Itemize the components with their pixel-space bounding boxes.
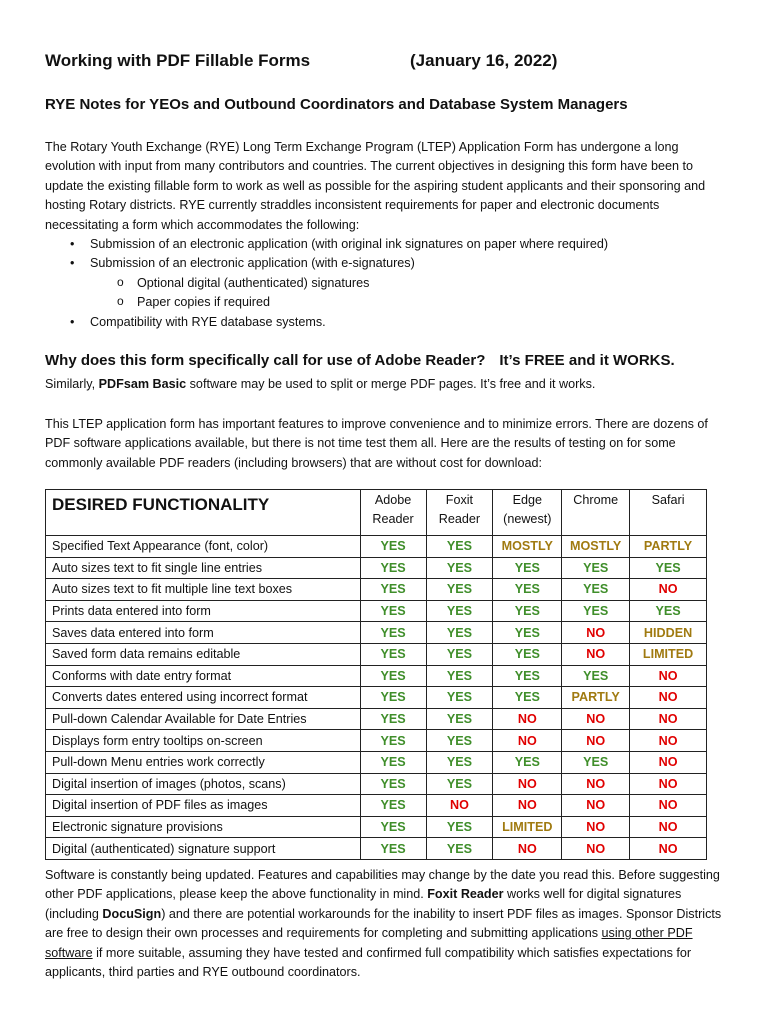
feature-cell: Digital insertion of PDF files as images — [46, 795, 361, 817]
edge-support-cell: NO — [493, 773, 562, 795]
closing-text: if more suitable, assuming they have tested and confirmed full compatibility which satisfies expectations for applicants, third parties and RYE outbound coordinators. — [45, 945, 692, 980]
closing-text: works well for digital signatures (including — [45, 887, 682, 921]
edge-support-cell: YES — [493, 557, 562, 579]
table-row — [46, 838, 707, 860]
header-functionality: DESIRED FUNCTIONALITY — [46, 490, 361, 536]
header-foxit: Foxit Reader — [426, 490, 493, 536]
edge-support-cell: MOSTLY — [493, 536, 562, 558]
header-safari: Safari — [630, 490, 707, 536]
feature-cell: Prints data entered into form — [46, 600, 361, 622]
edge-support-cell: NO — [493, 795, 562, 817]
adobe-support-cell: YES — [360, 816, 426, 838]
edge-support-cell: YES — [493, 579, 562, 601]
chrome-support-cell: MOSTLY — [562, 536, 630, 558]
edge-support-cell: YES — [493, 622, 562, 644]
feature-cell: Pull-down Calendar Available for Date Entries — [46, 708, 361, 730]
document-subtitle: RYE Notes for YEOs and Outbound Coordinators and Database System Managers — [45, 96, 628, 113]
foxit-support-cell: YES — [426, 557, 493, 579]
feature-cell: Digital insertion of images (photos, scans) — [46, 773, 361, 795]
edge-support-cell: NO — [493, 730, 562, 752]
sub-list-item: o Optional digital (authenticated) signatures — [45, 274, 725, 293]
safari-support-cell: NO — [630, 708, 707, 730]
intro-paragraph: The Rotary Youth Exchange (RYE) Long Term Exchange Program (LTEP) Application Form has undergone a long evolution with input from many contributors and countries. The current objectives in designing this form have been to update the existing fillable form to work as well as possible for the aspiring student applicants and their sponsoring and hosting Rotary districts. RYE currently straddles inconsistent requirements for paper and electronic documents necessitating a form which accommodates the following: — [45, 140, 706, 232]
document-title: Working with PDF Fillable Forms — [45, 51, 311, 70]
foxit-support-cell: YES — [426, 838, 493, 860]
safari-support-cell: HIDDEN — [630, 622, 707, 644]
adobe-support-cell: YES — [360, 600, 426, 622]
table-row — [46, 751, 707, 773]
pdfsam-name: PDFsam Basic — [98, 377, 187, 391]
safari-support-cell: NO — [630, 795, 707, 817]
pdfsam-note-pre: Similarly, — [45, 377, 99, 391]
intro-section — [45, 138, 725, 332]
table-row — [46, 665, 707, 687]
chrome-support-cell: PARTLY — [562, 687, 630, 709]
adobe-support-cell: YES — [360, 643, 426, 665]
chrome-support-cell: NO — [562, 622, 630, 644]
adobe-support-cell: YES — [360, 557, 426, 579]
feature-cell: Pull-down Menu entries work correctly — [46, 751, 361, 773]
edge-support-cell: YES — [493, 751, 562, 773]
foxit-support-cell: YES — [426, 816, 493, 838]
edge-support-cell: YES — [493, 600, 562, 622]
adobe-support-cell: YES — [360, 838, 426, 860]
ltep-paragraph: This LTEP application form has important features to improve convenience and to minimize errors. There are dozens of PDF software applications available, but there is not time test them all. Here are the results of testing on for some commonly available PDF readers (including browsers) that are without cost for download: — [45, 417, 708, 470]
feature-cell: Auto sizes text to fit multiple line text boxes — [46, 579, 361, 601]
chrome-support-cell: NO — [562, 708, 630, 730]
pdfsam-note — [45, 375, 595, 394]
chrome-support-cell: YES — [562, 751, 630, 773]
foxit-support-cell: YES — [426, 579, 493, 601]
safari-support-cell: NO — [630, 730, 707, 752]
foxit-support-cell: YES — [426, 643, 493, 665]
table-row — [46, 643, 707, 665]
adobe-support-cell: YES — [360, 687, 426, 709]
foxit-support-cell: YES — [426, 622, 493, 644]
safari-support-cell: LIMITED — [630, 643, 707, 665]
table-body — [46, 536, 707, 860]
foxit-support-cell: YES — [426, 773, 493, 795]
adobe-support-cell: YES — [360, 622, 426, 644]
foxit-support-cell: YES — [426, 730, 493, 752]
section-heading-question: Why does this form specifically call for use of Adobe Reader? — [45, 352, 486, 369]
adobe-support-cell: YES — [360, 730, 426, 752]
closing-text: ) and there are potential workarounds for the inability to insert PDF files as images. Sponsor Districts are free to design their own processes and requirements for completing and submitting applications — [45, 906, 722, 941]
chrome-support-cell: NO — [562, 773, 630, 795]
adobe-support-cell: YES — [360, 665, 426, 687]
safari-support-cell: NO — [630, 687, 707, 709]
docusign-name: DocuSign — [102, 906, 162, 921]
table-row — [46, 816, 707, 838]
sub-list-item: o Paper copies if required — [45, 293, 725, 312]
header-edge: Edge (newest) — [493, 490, 562, 536]
adobe-support-cell: YES — [360, 773, 426, 795]
feature-cell: Conforms with date entry format — [46, 665, 361, 687]
requirements-list — [45, 235, 725, 332]
feature-cell: Digital (authenticated) signature support — [46, 838, 361, 860]
section-heading — [45, 352, 675, 369]
safari-support-cell: NO — [630, 751, 707, 773]
chrome-support-cell: YES — [562, 557, 630, 579]
foxit-support-cell: YES — [426, 536, 493, 558]
edge-support-cell: YES — [493, 687, 562, 709]
foxit-support-cell: YES — [426, 665, 493, 687]
other-pdf-software-link[interactable]: using other PDF software — [45, 926, 693, 960]
chrome-support-cell: YES — [562, 579, 630, 601]
header-adobe: Adobe Reader — [360, 490, 426, 536]
feature-cell: Saved form data remains editable — [46, 643, 361, 665]
chrome-support-cell: NO — [562, 730, 630, 752]
adobe-support-cell: YES — [360, 751, 426, 773]
safari-support-cell: NO — [630, 838, 707, 860]
table-row — [46, 687, 707, 709]
closing-paragraph — [45, 866, 725, 982]
feature-cell: Saves data entered into form — [46, 622, 361, 644]
section-heading-answer: It’s FREE and it WORKS. — [499, 352, 675, 369]
foxit-support-cell: YES — [426, 708, 493, 730]
table-row — [46, 730, 707, 752]
list-item: • Submission of an electronic application (with e-signatures) — [45, 254, 725, 273]
list-item: • Compatibility with RYE database systems. — [45, 313, 725, 332]
feature-cell: Electronic signature provisions — [46, 816, 361, 838]
chrome-support-cell: NO — [562, 838, 630, 860]
table-row — [46, 773, 707, 795]
edge-support-cell: NO — [493, 838, 562, 860]
safari-support-cell: YES — [630, 557, 707, 579]
header-chrome: Chrome — [562, 490, 630, 536]
table-row — [46, 579, 707, 601]
chrome-support-cell: NO — [562, 816, 630, 838]
edge-support-cell: NO — [493, 708, 562, 730]
adobe-support-cell: YES — [360, 708, 426, 730]
feature-cell: Auto sizes text to fit single line entries — [46, 557, 361, 579]
table-row — [46, 795, 707, 817]
table-row — [46, 708, 707, 730]
table-row — [46, 600, 707, 622]
chrome-support-cell: YES — [562, 665, 630, 687]
table-row — [46, 557, 707, 579]
foxit-support-cell: YES — [426, 687, 493, 709]
pdfsam-note-post: software may be used to split or merge PDF pages. It’s free and it works. — [186, 377, 596, 391]
chrome-support-cell: YES — [562, 600, 630, 622]
feature-cell: Converts dates entered using incorrect format — [46, 687, 361, 709]
feature-cell: Displays form entry tooltips on-screen — [46, 730, 361, 752]
edge-support-cell: YES — [493, 643, 562, 665]
adobe-support-cell: YES — [360, 795, 426, 817]
edge-support-cell: YES — [493, 665, 562, 687]
safari-support-cell: NO — [630, 773, 707, 795]
feature-cell: Specified Text Appearance (font, color) — [46, 536, 361, 558]
table-header-row — [46, 490, 707, 536]
safari-support-cell: NO — [630, 816, 707, 838]
adobe-support-cell: YES — [360, 536, 426, 558]
table-row — [46, 536, 707, 558]
safari-support-cell: NO — [630, 579, 707, 601]
title-row — [45, 51, 725, 71]
safari-support-cell: NO — [630, 665, 707, 687]
chrome-support-cell: NO — [562, 795, 630, 817]
chrome-support-cell: NO — [562, 643, 630, 665]
document-date: (January 16, 2022) — [410, 51, 558, 70]
safari-support-cell: YES — [630, 600, 707, 622]
functionality-table — [45, 489, 707, 860]
foxit-support-cell: YES — [426, 751, 493, 773]
adobe-support-cell: YES — [360, 579, 426, 601]
closing-text: Software is constantly being updated. Features and capabilities may change by the date you read this. Before suggesting other PDF applications, please keep the above functionality in mind. — [45, 868, 720, 902]
foxit-reader-name: Foxit Reader — [427, 887, 504, 902]
foxit-support-cell: NO — [426, 795, 493, 817]
foxit-support-cell: YES — [426, 600, 493, 622]
table-row — [46, 622, 707, 644]
list-item: • Submission of an electronic application (with original ink signatures on paper where required) — [45, 235, 725, 254]
safari-support-cell: PARTLY — [630, 536, 707, 558]
edge-support-cell: LIMITED — [493, 816, 562, 838]
